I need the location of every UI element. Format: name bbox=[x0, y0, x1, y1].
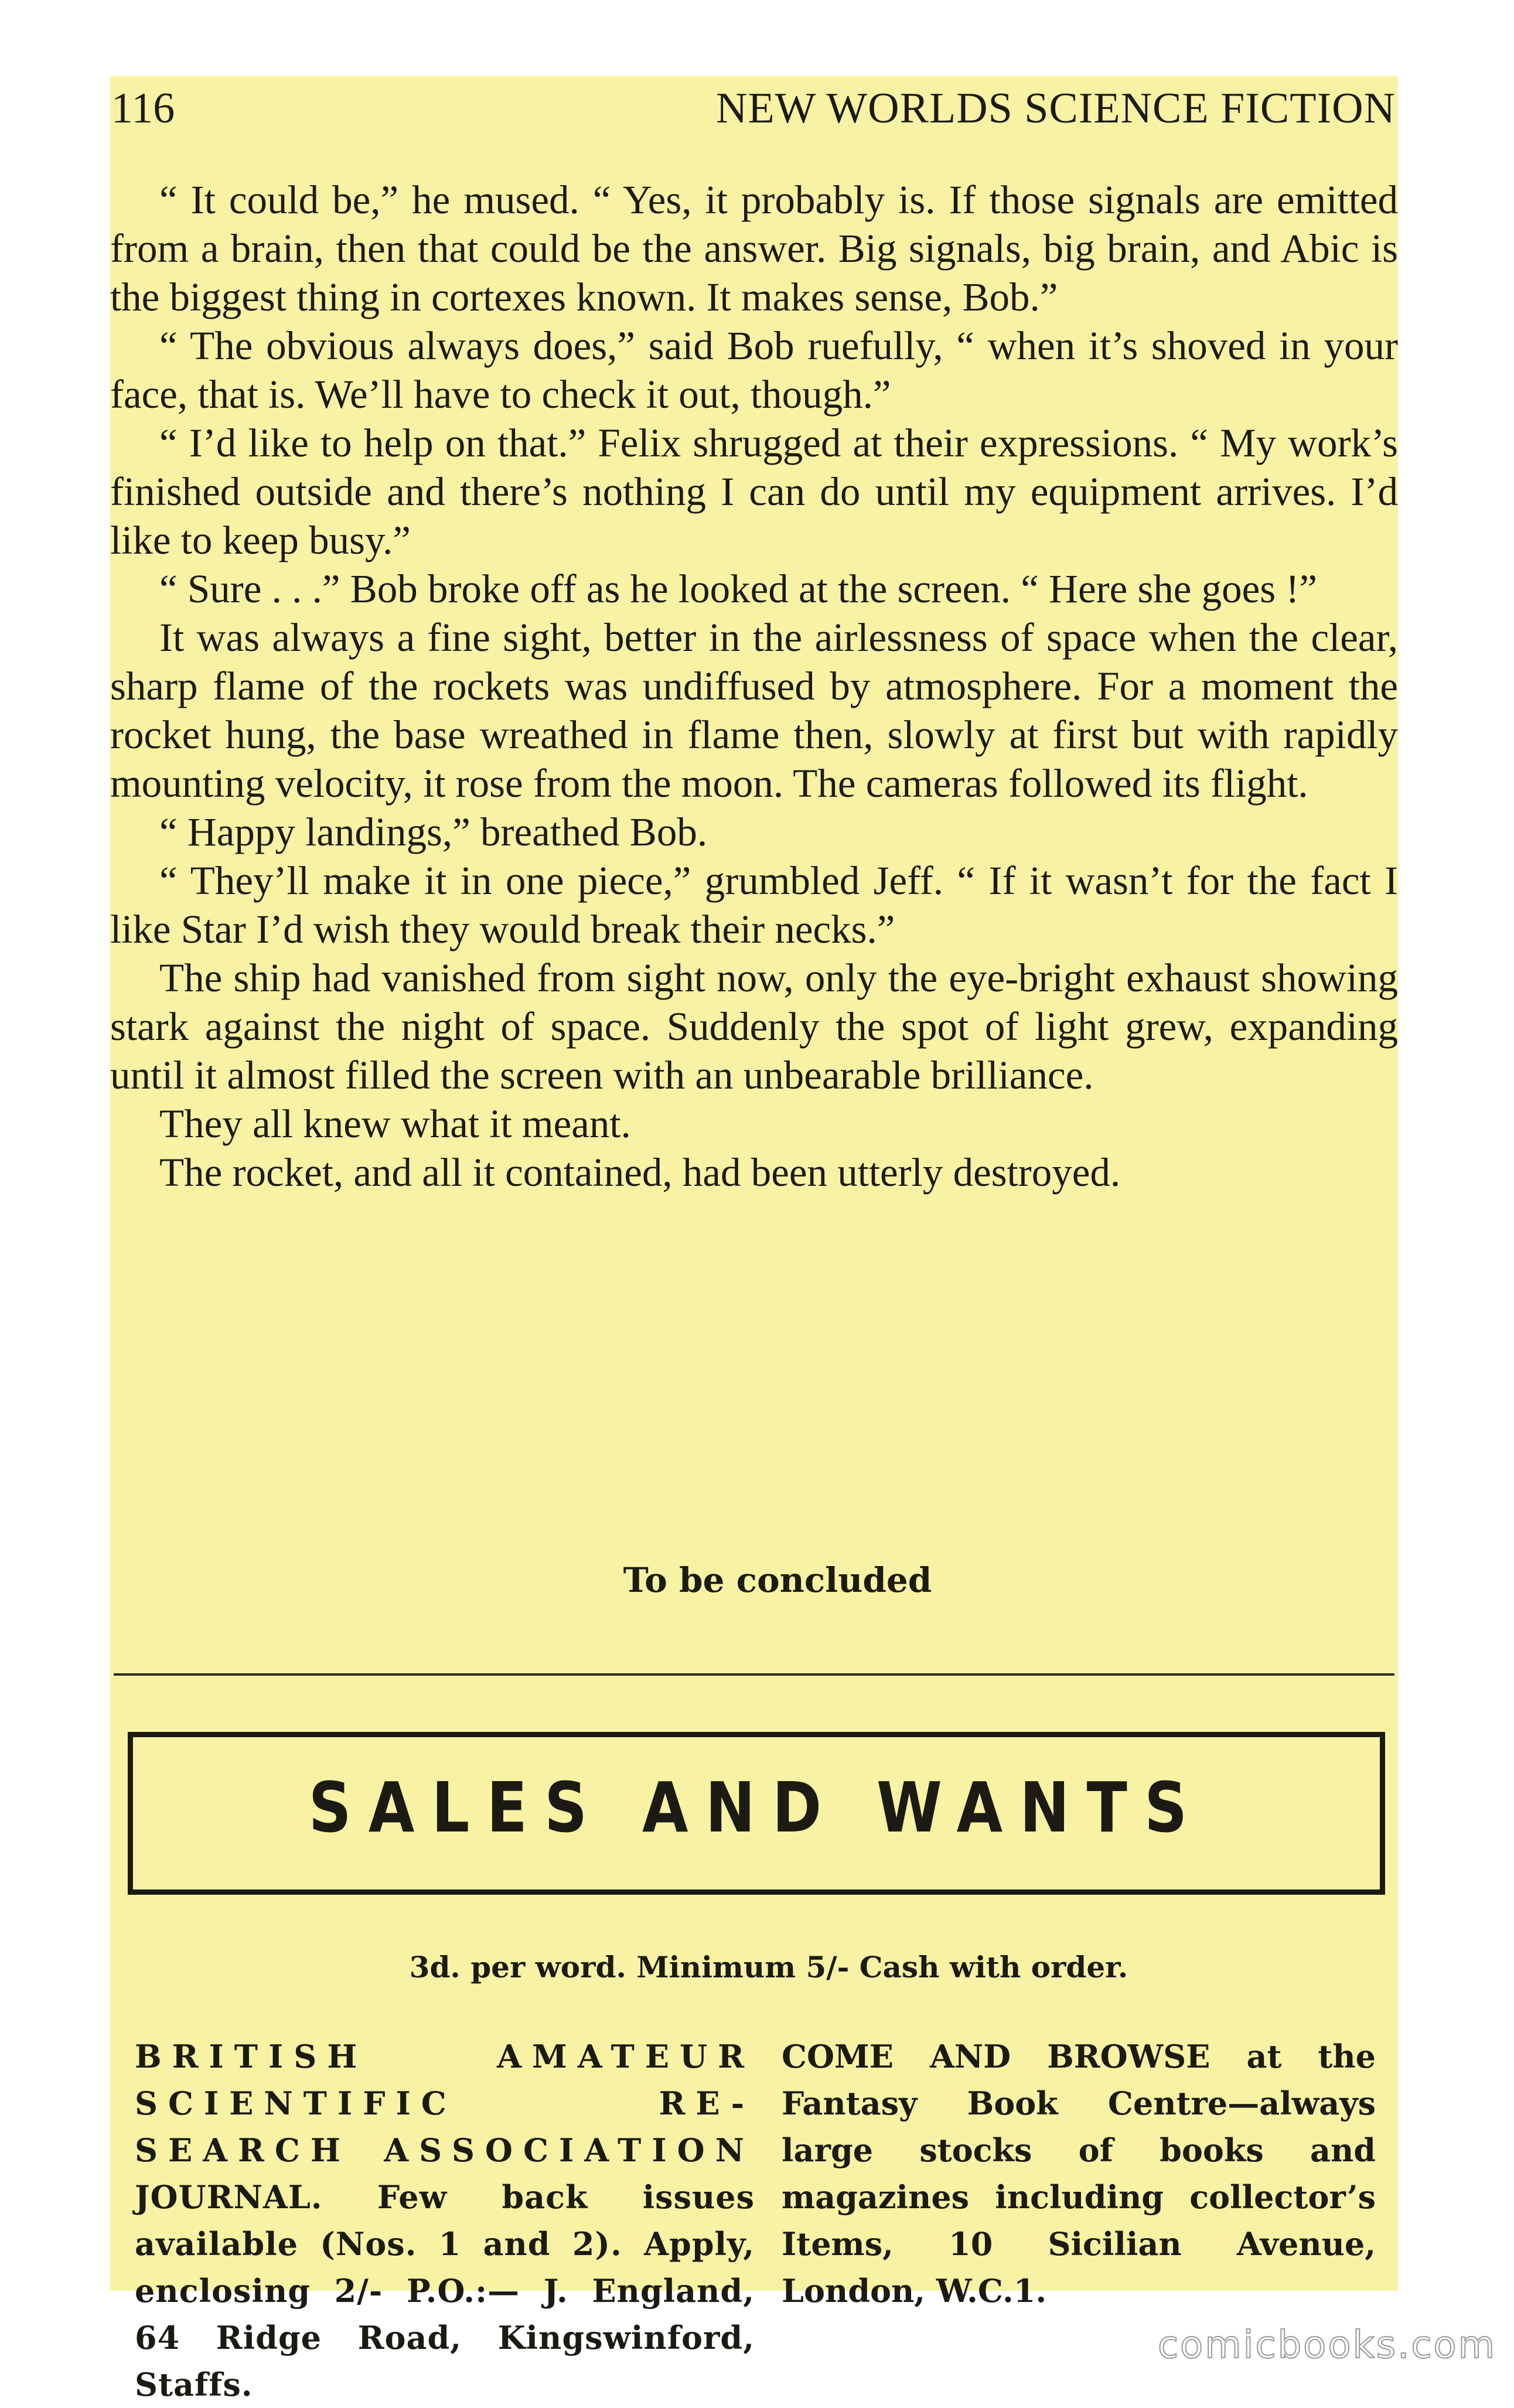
watermark: comicbooks.com bbox=[1157, 2324, 1496, 2367]
page-number: 116 bbox=[111, 84, 175, 132]
story-paragraph: “ I’d like to help on that.” Felix shrugged at their expressions. “ My work’s finished outside and there’s nothing I can do until my equipment arrives. I’d like to keep busy.” bbox=[110, 421, 1398, 562]
ad-body: JOURNAL. Few back issues available (Nos. 1 and 2). Apply, enclosing 2/- P.O.:— J. England, 64 Ridge Road, Kingswinford, Staffs. bbox=[135, 2178, 755, 2403]
story-paragraph: “ It could be,” he mused. “ Yes, it probably is. If those signals are emitted from a brain, then that could be the answer. Big signals, big brain, and Abic is the biggest thing in cortexes known. It makes sense, Bob.” bbox=[110, 178, 1398, 319]
story-paragraph: The rocket, and all it contained, had been utterly destroyed. bbox=[159, 1150, 1121, 1195]
story-paragraph: “ They’ll make it in one piece,” grumbled Jeff. “ If it wasn’t for the fact I like Star I’d wish they would break their necks.” bbox=[110, 858, 1398, 951]
page-header bbox=[110, 76, 1398, 141]
section-divider bbox=[114, 1673, 1394, 1676]
story-paragraph: “ Sure . . .” Bob broke off as he looked at the screen. “ Here she goes !” bbox=[159, 567, 1318, 611]
running-title: NEW WORLDS SCIENCE FICTION bbox=[716, 84, 1396, 132]
story-paragraph: “ Happy landings,” breathed Bob. bbox=[159, 810, 708, 854]
story-paragraph: The ship had vanished from sight now, only the eye-bright exhaust showing stark against the night of space. Suddenly the spot of light grew, expanding until it almost filled the screen with an unbearable brilliance. bbox=[110, 956, 1398, 1097]
ad-body: COME AND BROWSE at the Fantasy Book Centre—always large stocks of books and magazines including collector’s Items, 10 Sicilian Avenue, London, W.C.1. bbox=[782, 2038, 1376, 2310]
to-be-concluded-note: To be concluded bbox=[623, 1560, 932, 1600]
story-paragraph: “ The obvious always does,” said Bob ruefully, “ when it’s shoved in your face, that is. We’ll have to check it out, though.” bbox=[110, 323, 1398, 417]
classified-ad-fantasy-book-centre bbox=[782, 2033, 1376, 2314]
sales-and-wants-banner bbox=[128, 1732, 1385, 1895]
classified-ad-british-amateur bbox=[135, 2033, 755, 2408]
ad-lead: BRITISH AMATEUR SCIENTIFIC RE-SEARCH ASSOCIATION bbox=[135, 2038, 755, 2169]
story-paragraph: They all knew what it meant. bbox=[159, 1101, 631, 1146]
sales-and-wants-heading: SALES AND WANTS bbox=[308, 1767, 1205, 1848]
classified-rates: 3d. per word. Minimum 5/- Cash with order. bbox=[409, 1950, 1128, 1984]
story-paragraph: It was always a fine sight, better in the airlessness of space when the clear, sharp flame of the rockets was undiffused by atmosphere. For a moment the rocket hung, the base wreathed in flame then, slowly at first but with rapidly mounting velocity, it rose from the moon. The cameras followed its flight. bbox=[110, 615, 1398, 806]
story-text bbox=[110, 176, 1398, 1197]
